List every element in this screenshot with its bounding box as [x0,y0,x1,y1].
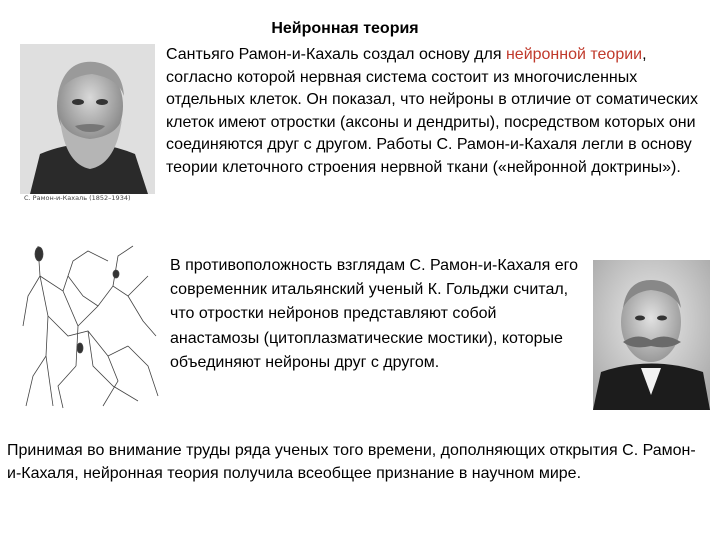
neuron-drawing [18,236,163,412]
paragraph-cajal-end: , согласно которой нервная система состоит из многочисленных отдельных клеток. Он показал, что нейроны в отличие от соматических клеток имеют отростки (аксоны и дендриты), посредством которых они соединяются друг с другом. Работы С. Рамон-и-Кахаля легли в основу теории клеточного строения нервной ткани («нейронной доктрины»). [166,46,698,176]
golgi-portrait [593,260,710,410]
cajal-portrait [20,44,155,212]
cajal-caption: С. Рамон-и-Кахаль (1852–1934) [24,194,131,202]
paragraph-cajal [166,44,714,180]
page-title: Нейронная теория [271,20,419,37]
paragraph-golgi: В противоположность взглядам С. Рамон-и-Кахаля его современник итальянский ученый К. Гольджи считал, что отростки нейронов представляют собой анастамозы (цитоплазматические мостики), которые объединяют нейроны друг с другом. [170,257,578,371]
neuron-theory-highlight: нейронной теории [505,46,643,63]
paragraph-conclusion: Принимая во внимание труды ряда ученых того времени, дополняющих открытия С. Рамон-и-Кахаля, нейронная теория получила всеобщее признание в научном мире. [7,442,696,482]
paragraph-cajal-start: Сантьяго Рамон-и-Кахаль создал основу для [166,46,506,63]
